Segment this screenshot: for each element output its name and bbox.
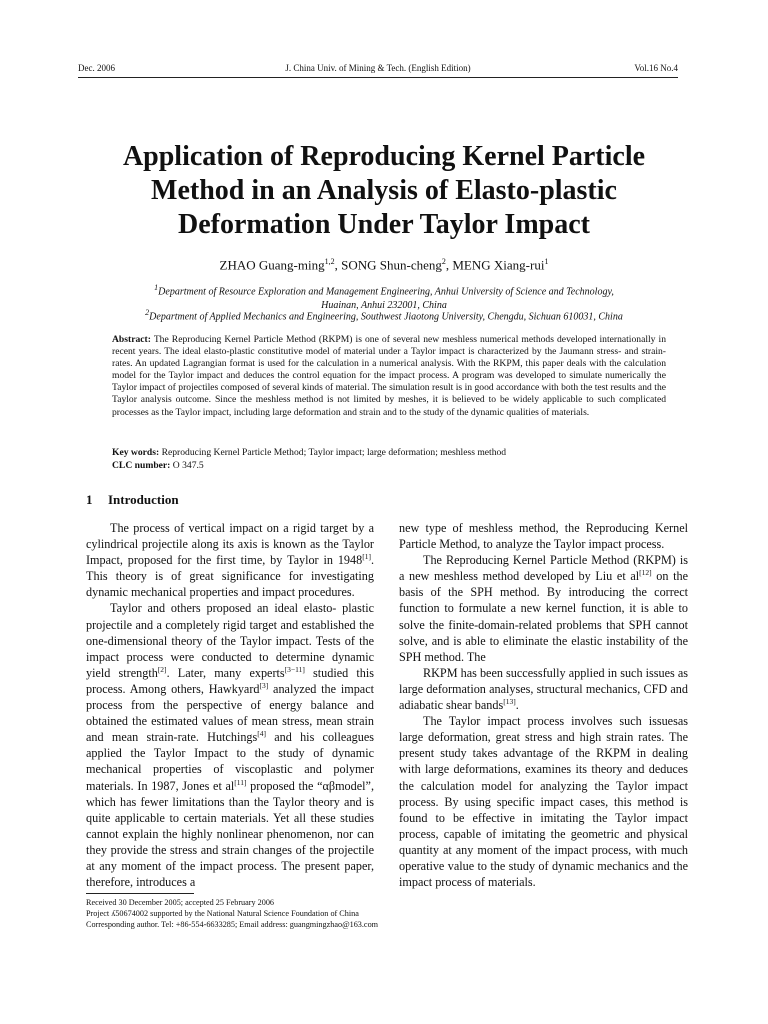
paragraph: The Reproducing Kernel Particle Method (RKPM) is a new meshless method developed by Liu et al[12] on the basis of the SPH method. By introducing the correct function to formulate a new kernel function, it is able to solve the finite-domain-related problems that SPH cannot solve, and is able to eliminate the elastic instability of the SPH method. The [399,553,688,664]
citation: [3−11] [284,664,305,674]
footnote-corresponding: Corresponding author. Tel: +86-554-6633285; Email address: guangmingzhao@163.com [86,920,379,929]
issue-date: Dec. 2006 [78,63,115,73]
affiliation-mark: 1 [154,283,159,292]
header-rule [78,77,678,78]
keywords-label: Key words: [112,447,160,458]
citation: [12] [639,568,652,578]
citation: [13] [503,696,516,706]
footnote-received: Received 30 December 2005; accepted 25 February 2006 [86,898,275,907]
abstract-text: The Reproducing Kernel Particle Method (RKPM) is one of several new meshless numerical methods developed internationally in recent years. The ideal elasto-plastic constitutive model of material under a Taylor impact is characterized by the Jaumann stress- and strain-rates. An updated Lagrangian format is used for the calculation in a numerical analysis. With the RKPM, this paper deals with the calculation model for the Taylor impact and deduces the control equation for the impact process. A program was developed to simulate numerically the Taylor impact of projectiles composed of several kinds of material. The simulation result is in good accordance with both the test results and the Taylor analysis outcome. Since the meshless method is not limited by meshes, it is believed to be widely applicable to such complicated processes as the Taylor impact, including large deformation and strain and to the study of the dynamic qualities of materials. [112,334,666,418]
journal-name: J. China Univ. of Mining & Tech. (English Edition) [285,63,471,73]
clc-number [112,460,666,471]
clc-text: O 347.5 [172,460,204,471]
footnote-project: Project ʎ50674002 supported by the National Natural Science Foundation of China [86,909,359,918]
clc-label: CLC number: [112,460,171,471]
keywords-text: Reproducing Kernel Particle Method; Taylor impact; large deformation; meshless method [161,447,507,458]
citation: [1] [362,552,371,562]
title-line-2: Method in an Analysis of Elasto-plastic [151,175,617,206]
affiliation-text: Department of Resource Exploration and Management Engineering, Anhui University of Science and Technology, [158,286,614,298]
section-heading [86,492,179,508]
title-line-1: Application of Reproducing Kernel Particle [122,141,646,172]
citation: [4] [257,729,267,739]
affiliation-2 [90,306,678,324]
paragraph: Taylor and others proposed an ideal elasto- plastic projectile and a completely rigid target and established the one-dimensional theory of the Taylor impact. Tests of the impact process were conducted to determine dynamic yield strength[2]. Later, many experts[3−11] studied this process. Among others, Hawkyard[3] analyzed the impact process from the perspective of energy balance and obtained the estimated values of mean stress, mean strain and mean strain-rate. Hutchings[4] and his colleagues applied the Taylor Impact to the study of dynamic mechanical properties of viscoplastic and polymer materials. In 1987, Jones et al[11] proposed the “αβmodel”, which has fewer limitations than the Taylor theory and is quite applicable to certain materials. Yet all these studies cannot explain the highly nonlinear phenomenon, nor can they provide the stress and strain changes of the projectile at any moment of the impact process. The present paper, therefore, introduces a [86,601,374,890]
author-list: ZHAO Guang-ming$^{1,2}$, SONG Shun-cheng$^2$, MENG Xiang-rui$^1$ [219,257,549,273]
running-header [78,63,678,77]
paragraph: RKPM has been successfully applied in such issues as large deformation analyses, structural mechanics, CFD and adiabatic shear bands[13]. [399,665,688,713]
affiliation-text: Huainan, Anhui 232001, China [321,300,447,312]
paragraph: The Taylor impact process involves such issuesas large deformation, great stress and high strain rates. The present study takes advantage of the RKPM in dealing with large deformations, examines its theory and deduces the calculation model for analyzing the Taylor impact process. By using specific impact cases, this method is found to be effective in imitating the Taylor impact process, capable of imitating the geometric and physical quantity at any moment of the impact process, with much operative value to the study of dynamic mechanics and the impact process of materials. [399,714,688,890]
title-line-3: Deformation Under Taylor Impact [178,209,590,240]
paper-title [60,140,708,242]
citation: [11] [234,777,247,787]
author-name: ZHAO Guang-ming [219,257,325,273]
author-affiliation-mark: 1 [544,257,549,266]
left-column [86,520,374,890]
citation: [2] [157,664,167,674]
citation: [3] [259,680,269,690]
keywords [112,447,666,458]
section-number: 1 [86,492,93,507]
right-column [399,520,688,890]
author-affiliation-mark: 1,2 [324,257,335,266]
paragraph: The process of vertical impact on a rigid target by a cylindrical projectile along its axis is known as the Taylor Impact, proposed for the first time, by Taylor in 1948[1]. This theory is of great significance for investigating dynamic mechanical properties and impact procedures. [86,521,374,600]
abstract-label: Abstract: [112,334,151,345]
footnote-rule [86,893,194,894]
paragraph: new type of meshless method, the Reproducing Kernel Particle Method, to analyze the Taylor impact process. [399,521,688,552]
author-name: SONG Shun-cheng [341,257,442,273]
section-title: Introduction [108,492,179,507]
affiliation-mark: 2 [145,308,150,317]
abstract [112,334,666,419]
author-affiliation-mark: 2 [441,257,446,266]
volume-number: Vol.16 No.4 [634,63,678,73]
author-name: MENG Xiang-rui [452,257,545,273]
affiliation-text: Department of Applied Mechanics and Engineering, Southwest Jiaotong University, Chengdu, Sichuan 610031, China [149,311,623,323]
